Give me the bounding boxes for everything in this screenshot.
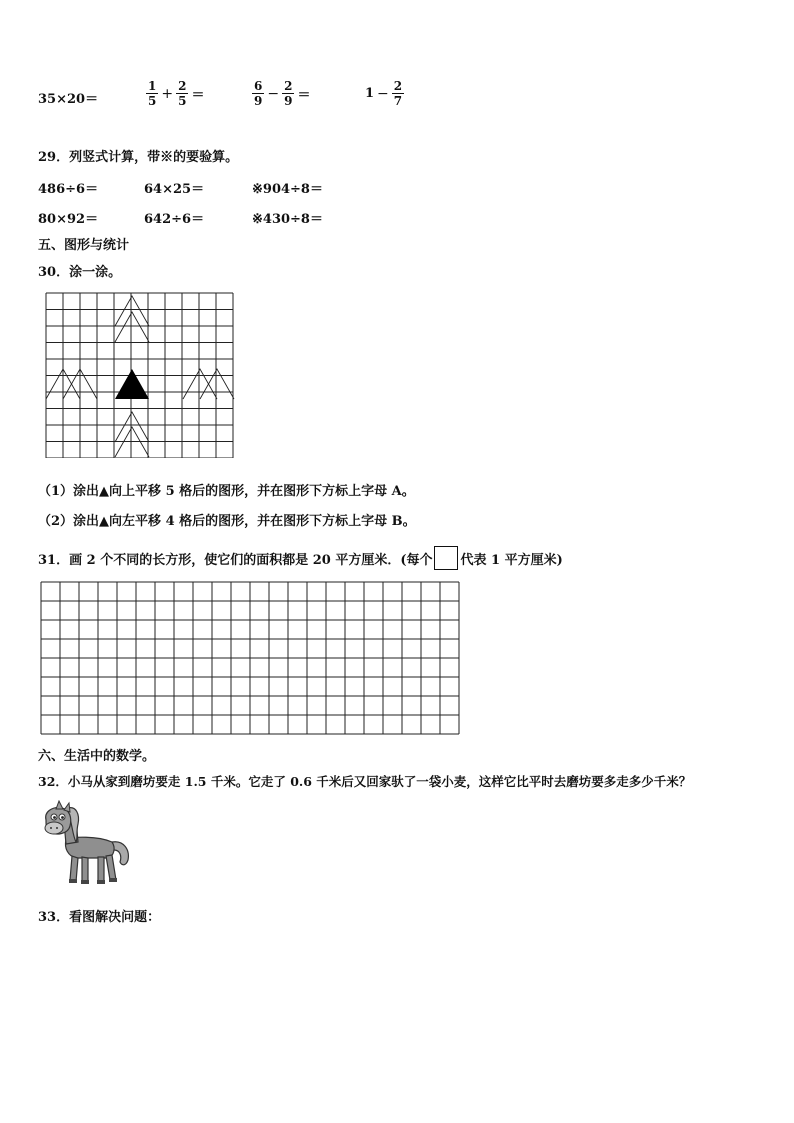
denominator: 7: [393, 94, 403, 108]
black-triangle: [115, 369, 149, 399]
q28-item-3: [252, 79, 310, 108]
lead-number: 1: [365, 86, 375, 101]
q29-r2-c2: 642÷6＝: [144, 212, 205, 227]
q31-title: [38, 546, 563, 570]
fraction: [176, 79, 188, 108]
operator: −: [267, 85, 280, 102]
fraction: [282, 79, 294, 108]
fraction: [252, 79, 264, 108]
q29-r1-c2: 64×25＝: [144, 182, 205, 197]
numerator: 6: [254, 79, 263, 93]
denominator: 9: [254, 94, 263, 108]
denominator: 5: [148, 94, 157, 108]
q30-sub-1: （1）涂出▲向上平移 5 格后的图形，并在图形下方标上字母 A。: [38, 484, 415, 499]
q33-title: 33．看图解决问题：: [38, 910, 161, 925]
q29-r1-c1: 486÷6＝: [38, 182, 99, 197]
q32-title: 32．小马从家到磨坊要走 1.5 千米。它走了 0.6 千米后又回家驮了一袋小麦，这样它比平时去磨坊要多走多少千米？: [38, 774, 692, 789]
q30-sub-2: （2）涂出▲向左平移 4 格后的图形，并在图形下方标上字母 B。: [38, 514, 416, 529]
chevron-mark: [183, 369, 217, 399]
q30-title: 30．涂一涂。: [38, 265, 122, 280]
q29-r2-c1: 80×92＝: [38, 212, 99, 227]
equals: ＝: [297, 88, 311, 103]
q29-title: 29．列竖式计算，带※的要验算。: [38, 150, 239, 165]
numerator: 2: [393, 79, 403, 93]
q29-r1-c3: ※904÷8＝: [252, 182, 323, 197]
section-6-heading: 六、生活中的数学。: [38, 749, 156, 764]
denominator: 9: [284, 94, 293, 108]
denominator: 5: [178, 94, 187, 108]
numerator: 1: [148, 79, 157, 93]
chevron-mark: [115, 296, 149, 326]
fraction: [392, 79, 404, 108]
unit-square-icon: [434, 546, 458, 570]
q31-grid[interactable]: [40, 581, 460, 735]
numerator: 2: [178, 79, 187, 93]
q30-grid[interactable]: [44, 292, 236, 458]
operator: −: [377, 85, 389, 102]
horse-icon: [42, 800, 134, 888]
operator: +: [161, 85, 174, 102]
fraction: [146, 79, 158, 108]
q28-item-1-text: 35×20＝: [38, 92, 99, 107]
q28-item-4: [365, 79, 404, 108]
numerator: 2: [284, 79, 293, 93]
q29-r2-c3: ※430÷8＝: [252, 212, 323, 227]
equals: ＝: [191, 88, 205, 103]
section-5-heading: 五、图形与统计: [38, 238, 130, 253]
q31-title-before: 31．画 2 个不同的长方形，使它们的面积都是 20 平方厘米．(每个: [38, 552, 433, 568]
q31-title-after: 代表 1 平方厘米): [460, 552, 563, 568]
q28-item-2: [146, 79, 204, 108]
q28-item-1: [38, 88, 98, 107]
chevron-mark: [200, 369, 234, 399]
